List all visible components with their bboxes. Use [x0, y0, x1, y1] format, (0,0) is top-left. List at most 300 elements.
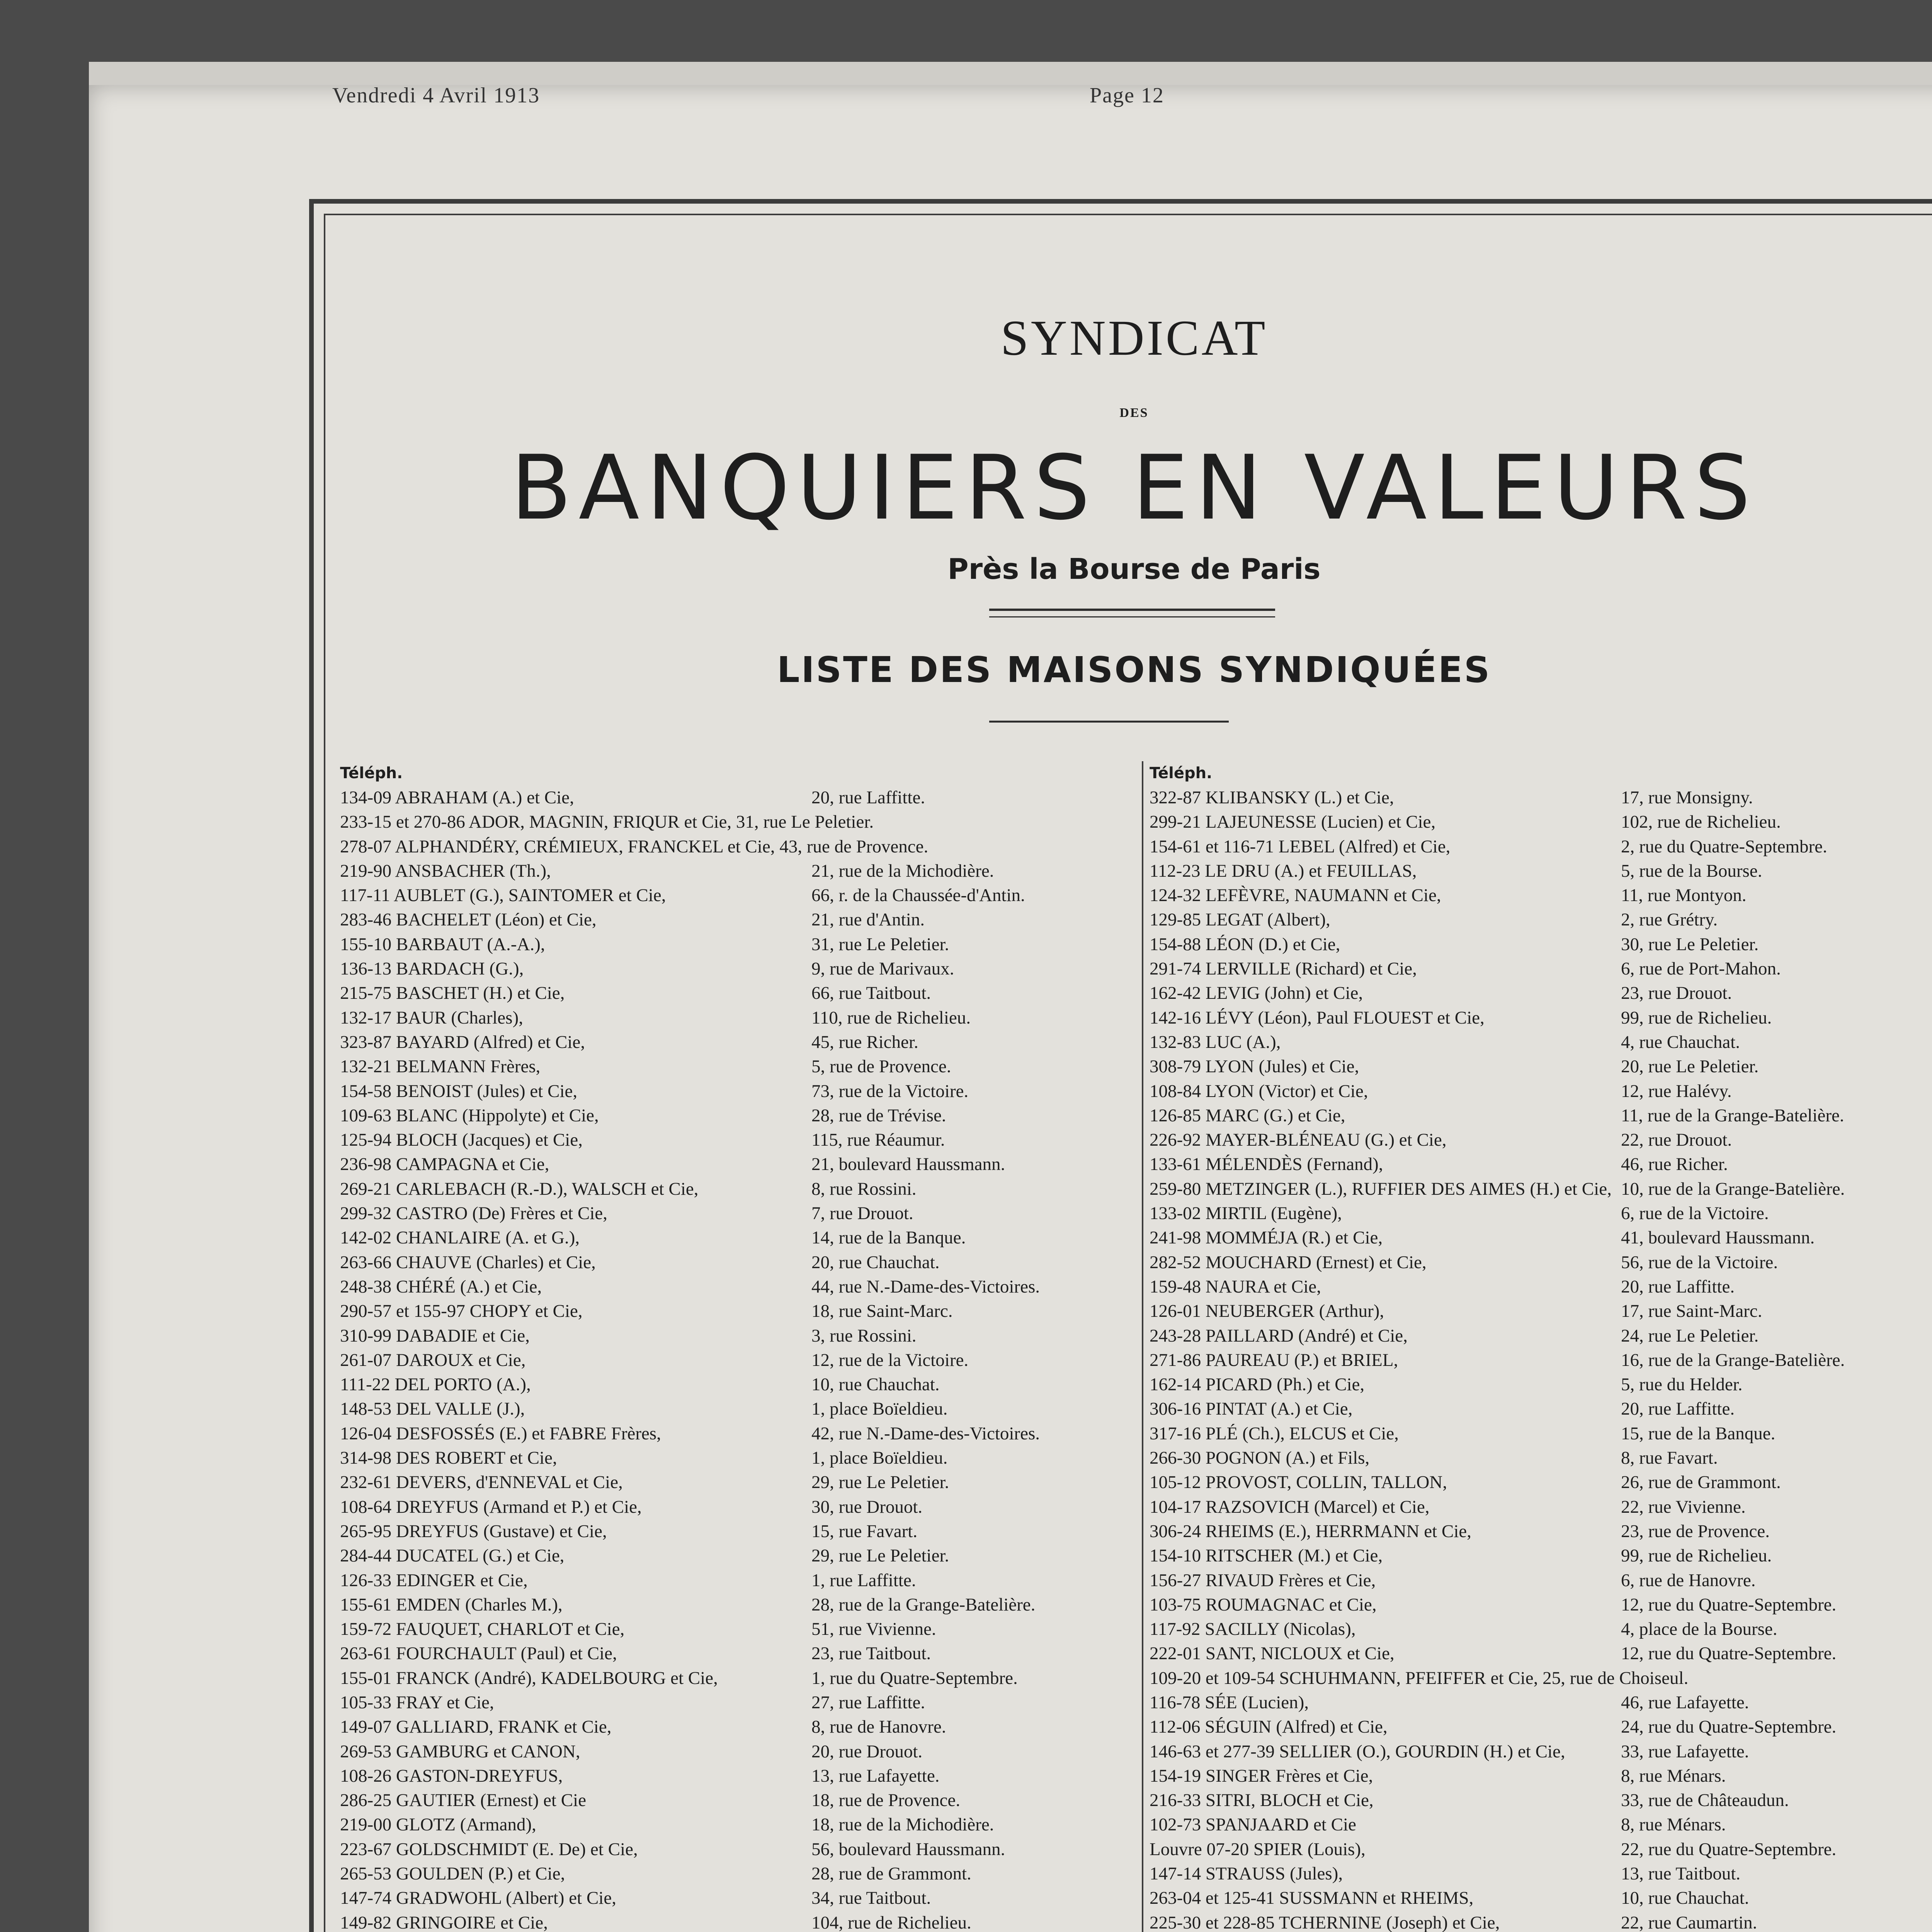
- listing-entry: [1150, 1397, 1932, 1421]
- entry-name: RITSCHER (M.) et Cie,: [1205, 1546, 1383, 1566]
- listing-entry: [1150, 981, 1932, 1005]
- entry-address: 23, rue Taitbout.: [811, 1643, 931, 1664]
- listing-entry: [1150, 1641, 1932, 1666]
- entry-telephone: 261-07: [340, 1350, 392, 1370]
- entry-address: 12, rue du Quatre-Septembre.: [1621, 1594, 1837, 1615]
- listing-entry: [1150, 1519, 1932, 1544]
- entry-name: EDINGER et Cie,: [396, 1570, 528, 1590]
- header-date: Vendredi 4 Avril 1913: [332, 83, 540, 107]
- entry-address: 10, rue Chauchat.: [1621, 1888, 1749, 1908]
- entry-address: 13, rue Taitbout.: [1621, 1864, 1741, 1884]
- entry-name: MOUCHARD (Ernest) et Cie,: [1205, 1252, 1427, 1272]
- entry-tel-and-name: [1150, 957, 1417, 981]
- listing-entry: [1150, 1104, 1932, 1128]
- entry-name: DREYFUS (Armand et P.) et Cie,: [396, 1497, 642, 1517]
- entry-name: ABRAHAM (A.) et Cie,: [395, 787, 574, 808]
- tel-label-left: Téléph.: [340, 764, 403, 782]
- entry-name: LÉON (D.) et Cie,: [1205, 934, 1340, 954]
- entry-name: SPIER (Louis),: [1253, 1839, 1366, 1859]
- entry-tel-and-name: [340, 1226, 580, 1250]
- entry-tel-and-name: [1150, 1128, 1446, 1152]
- entry-address: 13, rue Lafayette.: [811, 1765, 940, 1786]
- entry-address: 3, rue Rossini.: [811, 1325, 917, 1346]
- entry-name: FRAY et Cie,: [396, 1692, 494, 1713]
- listing-entry: [1150, 786, 1932, 810]
- entry-telephone: 282-52: [1150, 1252, 1201, 1272]
- entry-address: 21, rue d'Antin.: [811, 910, 925, 930]
- entry-tel-and-name: [1150, 1886, 1473, 1910]
- entry-name: CASTRO (De) Frères et Cie,: [396, 1203, 607, 1224]
- listing-right-column: [1150, 761, 1932, 1932]
- entry-tel-and-name: [340, 1764, 563, 1788]
- listing-entry: [1150, 1911, 1932, 1932]
- entry-name: SITRI, BLOCH et Cie,: [1205, 1790, 1374, 1811]
- entry-tel-and-name: [340, 1911, 548, 1932]
- listing-entry: [340, 1544, 1132, 1568]
- entry-address: 16, rue de la Grange-Batelière.: [1621, 1350, 1845, 1370]
- entry-name: DEVERS, d'ENNEVAL et Cie,: [396, 1472, 623, 1493]
- entry-telephone: Louvre 07-20: [1150, 1839, 1249, 1859]
- entry-tel-and-name: [340, 1715, 611, 1739]
- entry-tel-and-name: [1150, 859, 1417, 883]
- entry-address: 20, rue Le Peletier.: [1621, 1056, 1759, 1077]
- entry-telephone: 265-53: [340, 1864, 392, 1884]
- entry-name: GLOTZ (Armand),: [396, 1815, 536, 1835]
- entry-name: SANT, NICLOUX et Cie,: [1205, 1643, 1395, 1664]
- entry-tel-and-name: [1150, 1862, 1343, 1886]
- entry-address: 7, rue Drouot.: [811, 1203, 913, 1224]
- entry-tel-and-name: [340, 786, 574, 810]
- listing-entry: [1150, 1690, 1932, 1715]
- entry-name: SUSSMANN et RHEIMS,: [1279, 1888, 1474, 1908]
- listing-entry: [1150, 1054, 1932, 1079]
- entry-telephone: 219-90: [340, 861, 392, 881]
- entry-address: 27, rue Laffitte.: [811, 1692, 925, 1713]
- listing-entry: [1150, 1299, 1932, 1323]
- entry-address: 17, rue Monsigny.: [1621, 787, 1753, 808]
- entry-address: 12, rue de la Victoire.: [811, 1350, 969, 1370]
- listing-entry: [1150, 1544, 1932, 1568]
- entry-address: 20, rue Laffitte.: [1621, 1276, 1735, 1297]
- entry-telephone: 142-16: [1150, 1007, 1201, 1028]
- listing-entry: [340, 883, 1132, 908]
- entry-address: 8, rue Ménars.: [1621, 1815, 1726, 1835]
- listing-entry: [1150, 1250, 1932, 1275]
- entry-telephone: 290-57 et 155-97: [340, 1301, 465, 1321]
- entry-address: 22, rue du Quatre-Septembre.: [1621, 1839, 1837, 1859]
- entry-telephone: 109-20 et 109-54: [1150, 1668, 1275, 1688]
- listing-entry: [1150, 957, 1932, 981]
- entry-telephone: 116-78: [1150, 1692, 1201, 1713]
- entry-tel-and-name: [1150, 1299, 1384, 1323]
- entry-telephone: 225-30 et 228-85: [1150, 1912, 1275, 1932]
- entry-name: CHOPY et Cie,: [469, 1301, 583, 1321]
- entry-address: 28, rue de Trévise.: [811, 1105, 946, 1126]
- entry-tel-and-name: [340, 1054, 540, 1079]
- entry-address: 115, rue Réaumur.: [811, 1130, 945, 1150]
- title-syndicat: SYNDICAT: [1000, 310, 1268, 366]
- entry-telephone: 132-21: [340, 1056, 392, 1077]
- entry-tel-and-name: [1150, 1446, 1369, 1470]
- entry-telephone: 117-11: [340, 885, 390, 906]
- listing-entry: [340, 1666, 1132, 1690]
- entry-telephone: 134-09: [340, 787, 392, 808]
- entry-name: METZINGER (L.), RUFFIER DES AIMES (H.) et Cie,: [1205, 1179, 1612, 1199]
- entry-name: FAUQUET, CHARLOT et Cie,: [396, 1619, 625, 1639]
- entry-tel-and-name: [1150, 1275, 1321, 1299]
- listing-entry: [340, 1813, 1132, 1837]
- entry-name: PAILLARD (André) et Cie,: [1205, 1325, 1408, 1346]
- entry-name: CHAUVE (Charles) et Cie,: [396, 1252, 596, 1272]
- entry-name: TCHERNINE (Joseph) et Cie,: [1279, 1912, 1500, 1932]
- title-rule-2: [989, 616, 1275, 617]
- entry-name: BAYARD (Alfred) et Cie,: [396, 1032, 585, 1052]
- entry-tel-and-name: [1150, 1740, 1565, 1764]
- entry-tel-and-name: [340, 1104, 599, 1128]
- entry-address: 2, rue Grétry.: [1621, 910, 1718, 930]
- title-bourse: Près la Bourse de Paris: [947, 553, 1321, 586]
- entry-telephone: 132-17: [340, 1007, 392, 1028]
- entry-name: RHEIMS (E.), HERRMANN et Cie,: [1205, 1521, 1471, 1541]
- entry-name: GALLIARD, FRANK et Cie,: [396, 1717, 612, 1737]
- listing-entry: [340, 981, 1132, 1005]
- entry-tel-and-name: [340, 1813, 536, 1837]
- entry-telephone: 133-61: [1150, 1154, 1201, 1175]
- entry-address: 18, rue de la Michodière.: [811, 1815, 994, 1835]
- entry-telephone: 154-88: [1150, 934, 1201, 954]
- entry-telephone: 111-22: [340, 1374, 390, 1395]
- entry-tel-and-name: [1150, 1372, 1364, 1397]
- entry-telephone: 269-53: [340, 1741, 392, 1762]
- title-rule-1: [989, 609, 1275, 611]
- listing-entry: [340, 908, 1132, 932]
- entry-name: SINGER Frères et Cie,: [1205, 1765, 1373, 1786]
- listing-entry: [1150, 1715, 1932, 1739]
- entry-address: 24, rue du Quatre-Septembre.: [1621, 1717, 1837, 1737]
- entry-tel-and-name: [1150, 1030, 1281, 1054]
- entry-address: 30, rue Le Peletier.: [1621, 934, 1759, 954]
- entry-address: 15, rue de la Banque.: [1621, 1423, 1776, 1444]
- entry-tel-and-name: [1150, 1054, 1359, 1079]
- entry-address: 17, rue Saint-Marc.: [1621, 1301, 1762, 1321]
- listing-left-column: [340, 761, 1132, 1932]
- entry-telephone: 308-79: [1150, 1056, 1201, 1077]
- entry-name: DREYFUS (Gustave) et Cie,: [396, 1521, 607, 1541]
- entry-tel-and-name: [340, 1690, 494, 1715]
- entry-name: RIVAUD Frères et Cie,: [1205, 1570, 1376, 1590]
- entry-telephone: 147-74: [340, 1888, 392, 1908]
- entry-address: 2, rue du Quatre-Septembre.: [1621, 836, 1827, 857]
- entry-address: 5, rue de la Bourse.: [1621, 861, 1762, 881]
- entry-telephone: 310-99: [340, 1325, 392, 1346]
- entry-telephone: 155-01: [340, 1668, 392, 1688]
- entry-telephone: 269-21: [340, 1179, 392, 1199]
- entry-name: STRAUSS (Jules),: [1205, 1864, 1343, 1884]
- entry-address: 26, rue de Grammont.: [1621, 1472, 1781, 1493]
- entry-address: 14, rue de la Banque.: [811, 1228, 966, 1248]
- listing-entry: [1150, 1666, 1932, 1690]
- entry-name: FOURCHAULT (Paul) et Cie,: [396, 1643, 617, 1664]
- entry-tel-and-name: [340, 1446, 557, 1470]
- entry-address: 1, rue du Quatre-Septembre.: [811, 1668, 1018, 1688]
- entry-name: LEVIG (John) et Cie,: [1205, 983, 1363, 1003]
- entry-telephone: 248-38: [340, 1276, 392, 1297]
- listing-entry: [340, 1397, 1132, 1421]
- entry-name: LYON (Jules) et Cie,: [1205, 1056, 1359, 1077]
- entry-telephone: 236-98: [340, 1154, 392, 1175]
- entry-telephone: 271-86: [1150, 1350, 1201, 1370]
- entry-telephone: 154-61 et 116-71: [1150, 836, 1274, 857]
- entry-tel-and-name: [1150, 1666, 1688, 1690]
- entry-telephone: 109-63: [340, 1105, 392, 1126]
- listing-entry: [1150, 883, 1932, 908]
- entry-address: 99, rue de Richelieu.: [1621, 1546, 1772, 1566]
- listing-entry: [1150, 1006, 1932, 1030]
- listing-entry: [340, 1275, 1132, 1299]
- listing-entry: [340, 1862, 1132, 1886]
- entry-address: 6, rue de la Victoire.: [1621, 1203, 1769, 1224]
- entry-name: CHANLAIRE (A. et G.),: [396, 1228, 580, 1248]
- entry-telephone: 159-72: [340, 1619, 392, 1639]
- entry-tel-and-name: [340, 1006, 523, 1030]
- entry-address: 5, rue de Provence.: [811, 1056, 951, 1077]
- listing-entry: [340, 835, 1132, 859]
- listing-entry: [1150, 1372, 1932, 1397]
- list-title-rule: [989, 721, 1229, 723]
- entry-telephone: 104-17: [1150, 1497, 1201, 1517]
- entry-name: PICARD (Ph.) et Cie,: [1205, 1374, 1365, 1395]
- entry-name: BELMANN Frères,: [396, 1056, 541, 1077]
- entry-name: BARDACH (G.),: [396, 959, 524, 979]
- entry-tel-and-name: [340, 1275, 542, 1299]
- entry-address: 24, rue Le Peletier.: [1621, 1325, 1759, 1346]
- entry-telephone: 126-33: [340, 1570, 392, 1590]
- entry-name: NAURA et Cie,: [1205, 1276, 1321, 1297]
- entry-address: 33, rue de Châteaudun.: [1621, 1790, 1789, 1811]
- entry-telephone: 283-46: [340, 910, 392, 930]
- entry-name: GAUTIER (Ernest) et Cie: [396, 1790, 586, 1811]
- entry-tel-and-name: [1150, 1544, 1383, 1568]
- entry-name: KLIBANSKY (L.) et Cie,: [1205, 787, 1394, 808]
- entry-name: GRINGOIRE et Cie,: [396, 1912, 548, 1932]
- listing-entry: [1150, 1446, 1932, 1470]
- listing-entry: [340, 1201, 1132, 1226]
- entry-telephone: 216-33: [1150, 1790, 1201, 1811]
- entry-telephone: 146-63 et 277-39: [1150, 1741, 1275, 1762]
- entry-address: 51, rue Vivienne.: [811, 1619, 936, 1639]
- listing-entry: [1150, 908, 1932, 932]
- entry-name: NEUBERGER (Arthur),: [1205, 1301, 1384, 1321]
- entry-address: 8, rue Favart.: [1621, 1448, 1718, 1468]
- listing-entry: [1150, 1275, 1932, 1299]
- entry-tel-and-name: [340, 1544, 564, 1568]
- listing-entry: [340, 1715, 1132, 1739]
- entry-tel-and-name: [340, 1079, 577, 1104]
- entry-address: 104, rue de Richelieu.: [811, 1912, 971, 1932]
- entry-tel-and-name: [1150, 1152, 1383, 1177]
- entry-tel-and-name: [1150, 1837, 1366, 1862]
- entry-telephone: 155-61: [340, 1594, 392, 1615]
- entry-name: SELLIER (O.), GOURDIN (H.) et Cie,: [1279, 1741, 1565, 1762]
- listing-entry: [1150, 1813, 1932, 1837]
- entry-address: 102, rue de Richelieu.: [1621, 812, 1781, 832]
- entry-name: RAZSOVICH (Marcel) et Cie,: [1205, 1497, 1430, 1517]
- entry-address: 22, rue Caumartin.: [1621, 1912, 1757, 1932]
- entry-name: MIRTIL (Eugène),: [1205, 1203, 1342, 1224]
- entry-name: LUC (A.),: [1205, 1032, 1281, 1052]
- entry-tel-and-name: [1150, 1788, 1374, 1813]
- entry-tel-and-name: [340, 1152, 549, 1177]
- listing-entry: [1150, 1128, 1932, 1152]
- entry-tel-and-name: [1150, 1422, 1399, 1446]
- entry-tel-and-name: [340, 1030, 585, 1054]
- entry-tel-and-name: [1150, 1104, 1345, 1128]
- listing-entry: [1150, 1593, 1932, 1617]
- entry-tel-and-name: [1150, 1226, 1383, 1250]
- entry-tel-and-name: [340, 1666, 718, 1690]
- entry-address: 46, rue Richer.: [1621, 1154, 1728, 1175]
- entry-tel-and-name: [1150, 1324, 1408, 1348]
- entry-tel-and-name: [1150, 1519, 1471, 1544]
- entry-tel-and-name: [340, 1348, 526, 1372]
- entry-tel-and-name: [340, 1593, 563, 1617]
- entry-address: 11, rue Montyon.: [1621, 885, 1747, 906]
- entry-telephone: 154-58: [340, 1081, 392, 1101]
- entry-tel-and-name: [1150, 932, 1340, 957]
- entry-name: LEGAT (Albert),: [1205, 910, 1330, 930]
- listing-entry: [340, 1911, 1132, 1932]
- listing-entry: [340, 1128, 1132, 1152]
- entry-name: DABADIE et Cie,: [396, 1325, 530, 1346]
- entry-telephone: 286-25: [340, 1790, 392, 1811]
- listing-entry: [340, 1006, 1132, 1030]
- listing-entry: [1150, 1079, 1932, 1104]
- listing-entry: [340, 1764, 1132, 1788]
- entry-telephone: 306-24: [1150, 1521, 1201, 1541]
- listing-entry: [340, 1104, 1132, 1128]
- entry-address: 23, rue Drouot.: [1621, 983, 1732, 1003]
- listing-entry: [1150, 1030, 1932, 1054]
- entry-address: 46, rue Lafayette.: [1621, 1692, 1749, 1713]
- entry-address: 11, rue de la Grange-Batelière.: [1621, 1105, 1844, 1126]
- entry-name: CHÉRÉ (A.) et Cie,: [396, 1276, 542, 1297]
- listing-entry: [1150, 1201, 1932, 1226]
- entry-name: BAUR (Charles),: [396, 1007, 523, 1028]
- listing-entry: [1150, 1886, 1932, 1910]
- entry-address: 21, rue de la Michodière.: [811, 861, 994, 881]
- entry-name: LAJEUNESSE (Lucien) et Cie,: [1205, 812, 1436, 832]
- entry-name: PAUREAU (P.) et BRIEL,: [1205, 1350, 1398, 1370]
- listing-entry: [340, 1641, 1132, 1666]
- entry-name: PINTAT (A.) et Cie,: [1205, 1399, 1353, 1419]
- entry-telephone: 291-74: [1150, 959, 1201, 979]
- entry-tel-and-name: [340, 1201, 607, 1226]
- entry-name: GASTON-DREYFUS,: [396, 1765, 563, 1786]
- entry-telephone: 243-28: [1150, 1325, 1201, 1346]
- entry-telephone: 154-10: [1150, 1546, 1201, 1566]
- listing-entry: [340, 957, 1132, 981]
- entry-tel-and-name: [340, 883, 666, 908]
- title-des: DES: [1119, 406, 1149, 420]
- entry-address: 56, boulevard Haussmann.: [811, 1839, 1005, 1859]
- entry-address: 5, rue du Helder.: [1621, 1374, 1743, 1395]
- entry-name: DES ROBERT et Cie,: [396, 1448, 557, 1468]
- entry-address: 8, rue de Hanovre.: [811, 1717, 946, 1737]
- entry-tel-and-name: [1150, 883, 1441, 908]
- listing-entry: [340, 1519, 1132, 1544]
- entry-telephone: 126-04: [340, 1423, 392, 1444]
- entry-name: DEL PORTO (A.),: [395, 1374, 531, 1395]
- entry-address: 9, rue de Marivaux.: [811, 959, 954, 979]
- entry-telephone: 241-98: [1150, 1228, 1201, 1248]
- listing-entry: [340, 1177, 1132, 1201]
- listing-entry: [1150, 1226, 1932, 1250]
- entry-tel-and-name: [340, 1837, 638, 1862]
- entry-name: LEFÈVRE, NAUMANN et Cie,: [1205, 885, 1441, 906]
- entry-address: 34, rue Taitbout.: [811, 1888, 931, 1908]
- listing-entry: [340, 1299, 1132, 1323]
- listing-entry: [1150, 1177, 1932, 1201]
- entry-tel-and-name: [1150, 1617, 1356, 1641]
- entry-tel-and-name: [1150, 1495, 1429, 1519]
- entry-tel-and-name: [1150, 1079, 1368, 1104]
- entry-telephone: 117-92: [1150, 1619, 1201, 1639]
- entry-telephone: 112-23: [1150, 861, 1201, 881]
- entry-telephone: 142-02: [340, 1228, 392, 1248]
- entry-telephone: 129-85: [1150, 910, 1201, 930]
- entry-address: 56, rue de la Victoire.: [1621, 1252, 1778, 1272]
- entry-address: 29, rue Le Peletier.: [811, 1472, 949, 1493]
- entry-name: SACILLY (Nicolas),: [1205, 1619, 1356, 1639]
- entry-name: AUBLET (G.), SAINTOMER et Cie,: [393, 885, 666, 906]
- entry-tel-and-name: [1150, 810, 1435, 834]
- entry-name: SÉGUIN (Alfred) et Cie,: [1205, 1717, 1388, 1737]
- listing-entry: [340, 1495, 1132, 1519]
- listing-entry: [1150, 1862, 1932, 1886]
- entry-tel-and-name: [340, 1568, 528, 1593]
- entry-address: 22, rue Vivienne.: [1621, 1497, 1746, 1517]
- entry-telephone: 263-66: [340, 1252, 392, 1272]
- entry-name: LÉVY (Léon), Paul FLOUEST et Cie,: [1205, 1007, 1485, 1028]
- entry-name: LEBEL (Alfred) et Cie,: [1278, 836, 1451, 857]
- entry-tel-and-name: [1150, 786, 1394, 810]
- listing-entry: [1150, 1152, 1932, 1177]
- entry-tel-and-name: [1150, 1715, 1388, 1739]
- entry-name: PROVOST, COLLIN, TALLON,: [1205, 1472, 1447, 1493]
- entry-name: ANSBACHER (Th.),: [395, 861, 551, 881]
- entry-name: LERVILLE (Richard) et Cie,: [1205, 959, 1417, 979]
- entry-address: 1, place Boïeldieu.: [811, 1399, 948, 1419]
- listing-entry: [1150, 1422, 1932, 1446]
- entry-name: SÉE (Lucien),: [1205, 1692, 1309, 1713]
- entry-address: 66, rue Taitbout.: [811, 983, 931, 1003]
- listing-entry: [1150, 1470, 1932, 1495]
- entry-name: POGNON (A.) et Fils,: [1205, 1448, 1370, 1468]
- entry-name: DESFOSSÉS (E.) et FABRE Frères,: [396, 1423, 661, 1444]
- listing-entry: [340, 1446, 1132, 1470]
- entry-tel-and-name: [1150, 1813, 1356, 1837]
- entry-telephone: 266-30: [1150, 1448, 1201, 1468]
- listing-entry: [340, 810, 1132, 834]
- entry-name: ALPHANDÉRY, CRÉMIEUX, FRANCKEL et Cie, 43, rue de Provence.: [395, 836, 929, 857]
- entry-address: 23, rue de Provence.: [1621, 1521, 1770, 1541]
- entry-telephone: 278-07: [340, 836, 392, 857]
- entry-address: 6, rue de Hanovre.: [1621, 1570, 1756, 1590]
- listing-entry: [340, 1226, 1132, 1250]
- entry-tel-and-name: [340, 1641, 617, 1666]
- entry-telephone: 148-53: [340, 1399, 392, 1419]
- listing-entry: [340, 1690, 1132, 1715]
